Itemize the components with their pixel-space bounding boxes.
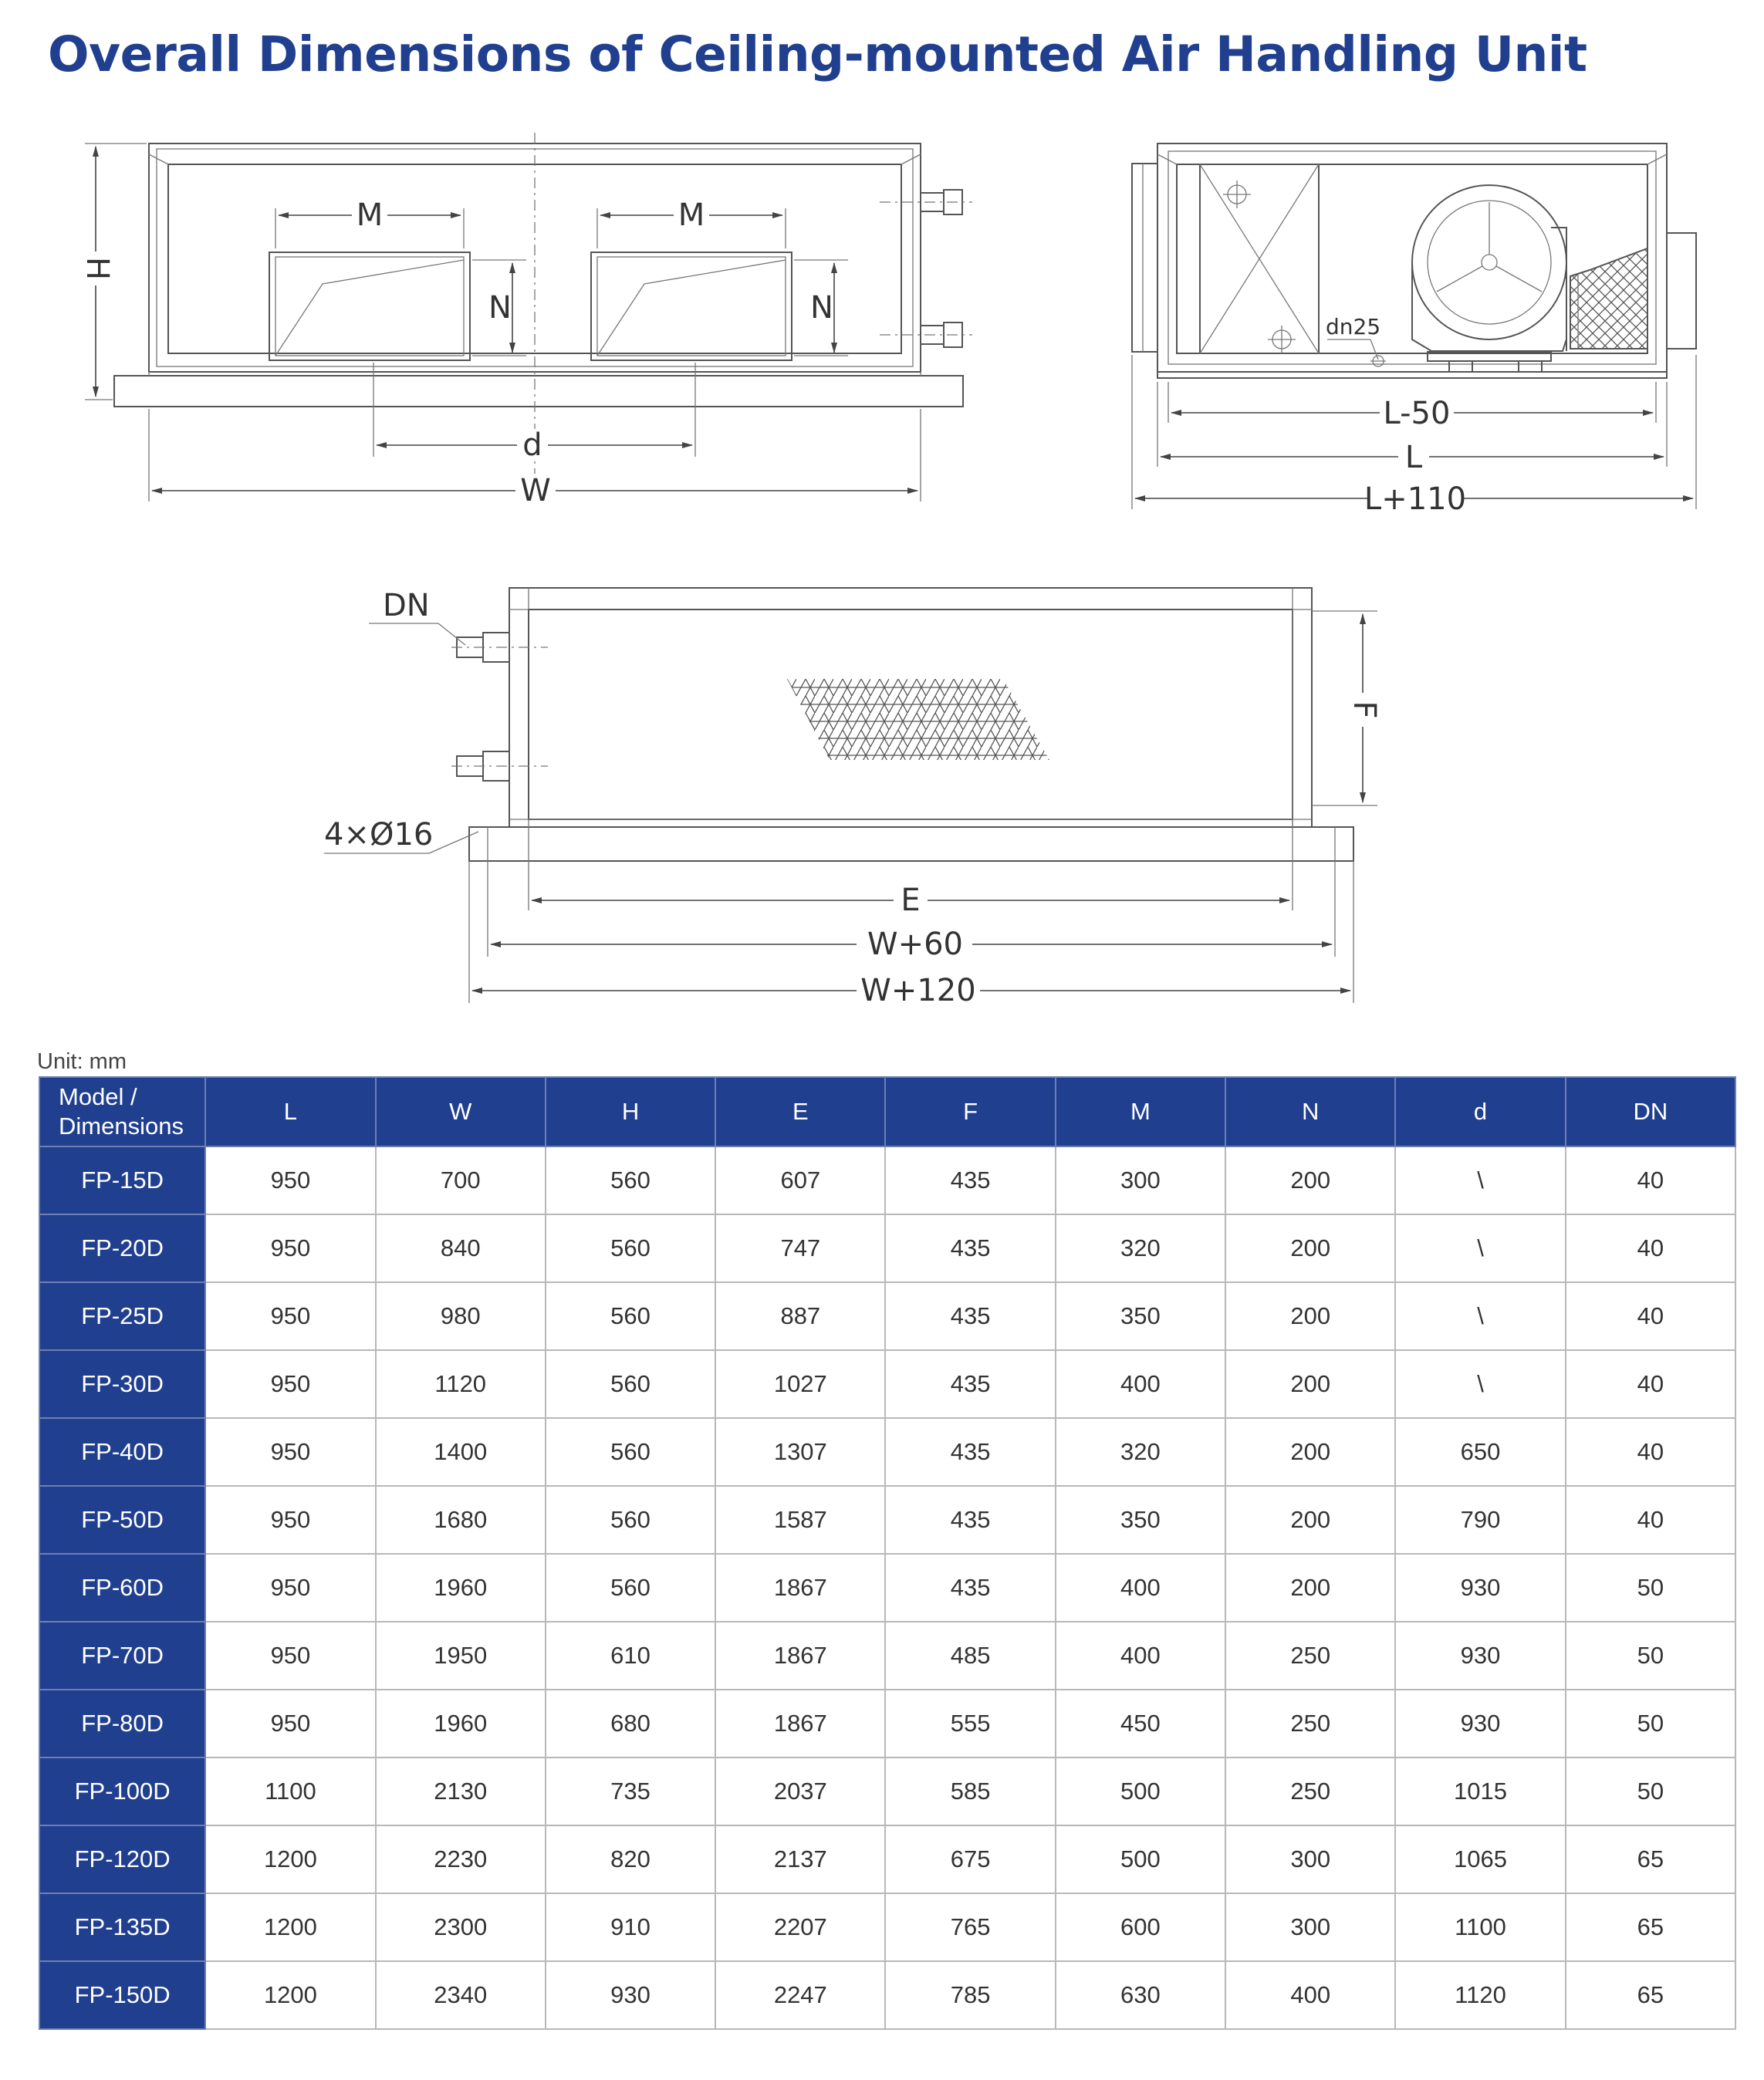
value-cell: 40 — [1566, 1214, 1735, 1282]
value-cell: 1120 — [376, 1350, 546, 1418]
dim-label-m-left: M — [356, 198, 384, 233]
value-cell: 435 — [885, 1214, 1055, 1282]
value-cell: 887 — [715, 1282, 885, 1350]
model-cell: FP-150D — [39, 1961, 205, 2029]
value-cell: 50 — [1566, 1554, 1735, 1622]
value-cell: 450 — [1056, 1690, 1225, 1758]
table-row — [39, 1690, 1735, 1758]
dim-label-w60: W+60 — [867, 927, 963, 962]
value-cell: 1960 — [376, 1554, 546, 1622]
model-cell: FP-70D — [39, 1622, 205, 1690]
value-cell: 607 — [715, 1146, 885, 1214]
value-cell: 1015 — [1395, 1758, 1565, 1825]
value-cell: 2300 — [376, 1893, 546, 1961]
value-cell: 250 — [1225, 1758, 1395, 1825]
value-cell: 2137 — [715, 1825, 885, 1893]
value-cell: 50 — [1566, 1622, 1735, 1690]
value-cell: 980 — [376, 1282, 546, 1350]
value-cell: 320 — [1056, 1214, 1225, 1282]
dim-label-l110: L+110 — [1364, 481, 1467, 517]
value-cell: 1100 — [1395, 1893, 1565, 1961]
value-cell: 555 — [885, 1690, 1055, 1758]
table-row — [39, 1214, 1735, 1282]
table-row — [39, 1350, 1735, 1418]
page-title: Overall Dimensions of Ceiling-mounted Air Handling Unit — [48, 26, 1587, 83]
value-cell: 950 — [205, 1690, 375, 1758]
model-cell: FP-120D — [39, 1825, 205, 1893]
value-cell: 435 — [885, 1418, 1055, 1486]
value-cell: 50 — [1566, 1690, 1735, 1758]
value-cell: 560 — [546, 1486, 715, 1554]
dn-label: DN — [383, 588, 430, 623]
value-cell: 930 — [1395, 1554, 1565, 1622]
value-cell: 1065 — [1395, 1825, 1565, 1893]
value-cell: 435 — [885, 1486, 1055, 1554]
value-cell: 610 — [546, 1622, 715, 1690]
value-cell: 65 — [1566, 1961, 1735, 2029]
value-cell: 560 — [546, 1554, 715, 1622]
model-cell: FP-15D — [39, 1146, 205, 1214]
value-cell: 435 — [885, 1350, 1055, 1418]
dim-label-h: H — [79, 256, 115, 281]
table-row — [39, 1758, 1735, 1825]
value-cell: 200 — [1225, 1554, 1395, 1622]
dim-label-f: F — [1347, 701, 1382, 719]
value-cell: 765 — [885, 1893, 1055, 1961]
model-cell: FP-20D — [39, 1214, 205, 1282]
value-cell: 950 — [205, 1418, 375, 1486]
value-cell: 2230 — [376, 1825, 546, 1893]
value-cell: 560 — [546, 1282, 715, 1350]
value-cell: 950 — [205, 1554, 375, 1622]
top-mount-base — [469, 827, 1353, 861]
value-cell: 200 — [1225, 1486, 1395, 1554]
value-cell: 250 — [1225, 1622, 1395, 1690]
value-cell: 400 — [1056, 1554, 1225, 1622]
top-view-drawing — [0, 0, 1764, 1034]
value-cell: 950 — [205, 1350, 375, 1418]
value-cell: 735 — [546, 1758, 715, 1825]
value-cell: 2340 — [376, 1961, 546, 2029]
value-cell: \ — [1395, 1146, 1565, 1214]
table-row — [39, 1825, 1735, 1893]
value-cell: 700 — [376, 1146, 546, 1214]
dim-label-l50: L-50 — [1383, 396, 1451, 431]
table-row — [39, 1554, 1735, 1622]
table-header-row — [39, 1077, 1735, 1146]
value-cell: 1950 — [376, 1622, 546, 1690]
header-model-dimensions — [39, 1077, 205, 1146]
value-cell: 630 — [1056, 1961, 1225, 2029]
value-cell: 930 — [1395, 1690, 1565, 1758]
value-cell: 1027 — [715, 1350, 885, 1418]
value-cell: 300 — [1225, 1893, 1395, 1961]
table-row — [39, 1282, 1735, 1350]
value-cell: 585 — [885, 1758, 1055, 1825]
value-cell: 200 — [1225, 1282, 1395, 1350]
unit-label: Unit: mm — [37, 1049, 127, 1074]
model-cell: FP-40D — [39, 1418, 205, 1486]
column-header: W — [376, 1077, 546, 1146]
column-header: N — [1225, 1077, 1395, 1146]
dim-label-l: L — [1404, 440, 1423, 475]
value-cell: 560 — [546, 1350, 715, 1418]
value-cell: 320 — [1056, 1418, 1225, 1486]
value-cell: 930 — [1395, 1622, 1565, 1690]
value-cell: 350 — [1056, 1486, 1225, 1554]
dim-label-e: E — [901, 883, 921, 918]
value-cell: 1587 — [715, 1486, 885, 1554]
value-cell: 200 — [1225, 1418, 1395, 1486]
column-header: L — [205, 1077, 375, 1146]
table-row — [39, 1146, 1735, 1214]
value-cell: 200 — [1225, 1146, 1395, 1214]
model-cell: FP-60D — [39, 1554, 205, 1622]
table-row — [39, 1418, 1735, 1486]
column-header: E — [715, 1077, 885, 1146]
value-cell: 435 — [885, 1554, 1055, 1622]
table-row — [39, 1961, 1735, 2029]
top-pipes — [451, 633, 548, 781]
column-header: H — [546, 1077, 715, 1146]
value-cell: 200 — [1225, 1350, 1395, 1418]
value-cell: 400 — [1056, 1350, 1225, 1418]
value-cell: 350 — [1056, 1282, 1225, 1350]
dim-label-w: W — [520, 473, 551, 508]
table-row — [39, 1486, 1735, 1554]
dim-label-n-left: N — [488, 290, 512, 326]
value-cell: 485 — [885, 1622, 1055, 1690]
value-cell: 200 — [1225, 1214, 1395, 1282]
value-cell: 300 — [1056, 1146, 1225, 1214]
column-header: d — [1395, 1077, 1565, 1146]
value-cell: 2207 — [715, 1893, 885, 1961]
dim-label-n-right: N — [810, 290, 833, 326]
value-cell: 950 — [205, 1214, 375, 1282]
dim-label-w120: W+120 — [860, 973, 976, 1008]
value-cell: 950 — [205, 1622, 375, 1690]
column-header: M — [1056, 1077, 1225, 1146]
value-cell: \ — [1395, 1350, 1565, 1418]
holes-label: 4×Ø16 — [324, 817, 434, 853]
value-cell: 600 — [1056, 1893, 1225, 1961]
dimensions-table — [39, 1076, 1736, 2030]
value-cell: 435 — [885, 1282, 1055, 1350]
value-cell: 435 — [885, 1146, 1055, 1214]
value-cell: 950 — [205, 1486, 375, 1554]
value-cell: 1307 — [715, 1418, 885, 1486]
value-cell: 840 — [376, 1214, 546, 1282]
value-cell: 65 — [1566, 1825, 1735, 1893]
value-cell: 2037 — [715, 1758, 885, 1825]
value-cell: 1120 — [1395, 1961, 1565, 2029]
value-cell: 1200 — [205, 1893, 375, 1961]
value-cell: 40 — [1566, 1486, 1735, 1554]
value-cell: 747 — [715, 1214, 885, 1282]
value-cell: 40 — [1566, 1146, 1735, 1214]
model-cell: FP-25D — [39, 1282, 205, 1350]
header-corner-line1: Model / — [59, 1083, 137, 1110]
value-cell: 1400 — [376, 1418, 546, 1486]
value-cell: 1100 — [205, 1758, 375, 1825]
model-cell: FP-135D — [39, 1893, 205, 1961]
value-cell: 560 — [546, 1146, 715, 1214]
value-cell: 820 — [546, 1825, 715, 1893]
value-cell: 400 — [1225, 1961, 1395, 2029]
value-cell: 560 — [546, 1418, 715, 1486]
top-grille-mesh — [787, 679, 1049, 760]
header-corner-line2: Dimensions — [59, 1113, 184, 1140]
value-cell: 1960 — [376, 1690, 546, 1758]
value-cell: 400 — [1056, 1622, 1225, 1690]
value-cell: 650 — [1395, 1418, 1565, 1486]
value-cell: 1867 — [715, 1622, 885, 1690]
value-cell: 1867 — [715, 1690, 885, 1758]
value-cell: 675 — [885, 1825, 1055, 1893]
table-body — [39, 1146, 1735, 2029]
value-cell: 40 — [1566, 1282, 1735, 1350]
value-cell: 790 — [1395, 1486, 1565, 1554]
value-cell: 500 — [1056, 1758, 1225, 1825]
value-cell: 2130 — [376, 1758, 546, 1825]
value-cell: 250 — [1225, 1690, 1395, 1758]
value-cell: \ — [1395, 1214, 1565, 1282]
dim-label-m-right: M — [678, 198, 705, 233]
column-header: F — [885, 1077, 1055, 1146]
value-cell: 40 — [1566, 1350, 1735, 1418]
model-cell: FP-80D — [39, 1690, 205, 1758]
value-cell: 1680 — [376, 1486, 546, 1554]
value-cell: 680 — [546, 1690, 715, 1758]
value-cell: 1867 — [715, 1554, 885, 1622]
value-cell: 785 — [885, 1961, 1055, 2029]
model-cell: FP-30D — [39, 1350, 205, 1418]
value-cell: 1200 — [205, 1961, 375, 2029]
value-cell: 910 — [546, 1893, 715, 1961]
value-cell: 50 — [1566, 1758, 1735, 1825]
table-row — [39, 1893, 1735, 1961]
value-cell: 950 — [205, 1146, 375, 1214]
value-cell: 40 — [1566, 1418, 1735, 1486]
drain-label: dn25 — [1326, 314, 1381, 339]
value-cell: 500 — [1056, 1825, 1225, 1893]
value-cell: 930 — [546, 1961, 715, 2029]
model-cell: FP-50D — [39, 1486, 205, 1554]
table-row — [39, 1622, 1735, 1690]
value-cell: \ — [1395, 1282, 1565, 1350]
value-cell: 300 — [1225, 1825, 1395, 1893]
value-cell: 560 — [546, 1214, 715, 1282]
value-cell: 950 — [205, 1282, 375, 1350]
model-cell: FP-100D — [39, 1758, 205, 1825]
column-header: DN — [1566, 1077, 1735, 1146]
value-cell: 65 — [1566, 1893, 1735, 1961]
value-cell: 1200 — [205, 1825, 375, 1893]
value-cell: 2247 — [715, 1961, 885, 2029]
dim-label-d: d — [522, 427, 542, 463]
